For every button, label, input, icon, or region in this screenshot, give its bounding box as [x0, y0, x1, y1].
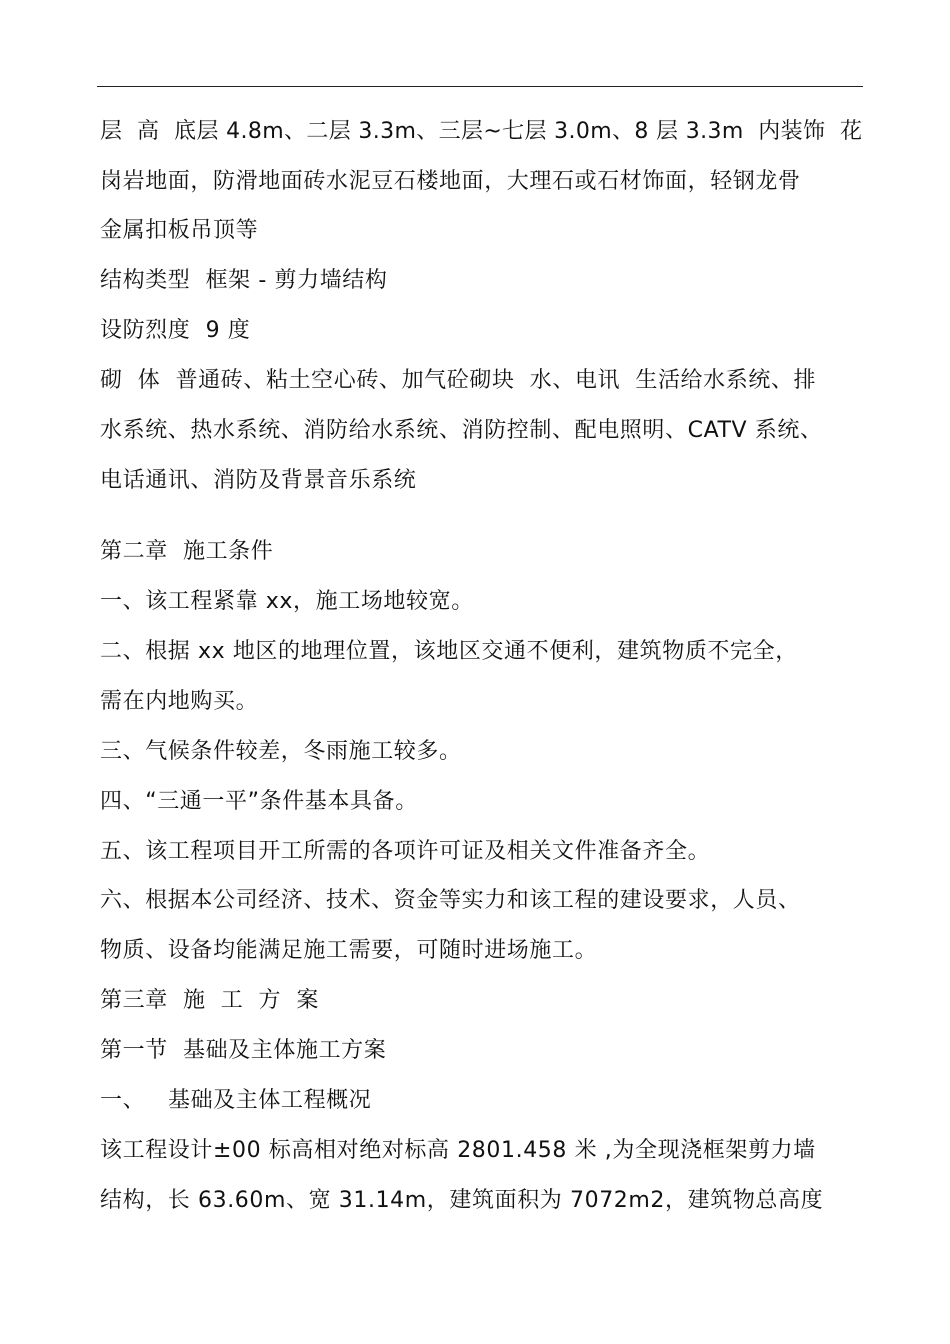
text-line: 六、根据本公司经济、技术、资金等实力和该工程的建设要求，人员、 — [100, 888, 801, 913]
text-line: 五、该工程项目开工所需的各项许可证及相关文件准备齐全。 — [100, 839, 711, 864]
text-line: 物质、设备均能满足施工需要，可随时进场施工。 — [100, 938, 598, 963]
text-line: 一、该工程紧靠 xx，施工场地较宽。 — [100, 589, 474, 614]
text-line: 结构类型 框架 - 剪力墙结构 — [100, 268, 388, 293]
text-line: 需在内地购买。 — [100, 689, 259, 714]
chapter-heading: 第二章 施工条件 — [100, 539, 274, 564]
section-heading: 第一节 基础及主体施工方案 — [100, 1038, 387, 1063]
text-line: 设防烈度 9 度 — [100, 318, 251, 343]
text-line: 金属扣板吊顶等 — [100, 218, 259, 243]
text-line: 结构，长 63.60m、宽 31.14m，建筑面积为 7072m2，建筑物总高度 — [100, 1188, 824, 1213]
text-line: 砌 体 普通砖、粘土空心砖、加气砼砌块 水、电讯 生活给水系统、排 — [100, 368, 817, 393]
text-line: 岗岩地面，防滑地面砖水泥豆石楼地面，大理石或石材饰面，轻钢龙骨 — [100, 169, 801, 194]
text-line: 二、根据 xx 地区的地理位置，该地区交通不便利，建筑物质不完全， — [100, 639, 798, 664]
text-line: 水系统、热水系统、消防给水系统、消防控制、配电照明、CATV 系统、 — [100, 418, 823, 443]
chapter-heading: 第三章 施 工 方 案 — [100, 988, 319, 1013]
text-line: 层 高 底层 4.8m、二层 3.3m、三层~七层 3.0m、8 层 3.3m 内装饰 花 — [100, 119, 863, 144]
text-line: 该工程设计±00 标高相对绝对标高 2801.458 米 ,为全现浇框架剪力墙 — [100, 1138, 816, 1163]
subsection-heading: 一、 基础及主体工程概况 — [100, 1088, 372, 1113]
text-line: 四、“三通一平”条件基本具备。 — [100, 789, 418, 814]
text-line: 三、气候条件较差，冬雨施工较多。 — [100, 739, 462, 764]
text-line: 电话通讯、消防及背景音乐系统 — [100, 468, 417, 493]
header-rule — [97, 86, 863, 87]
